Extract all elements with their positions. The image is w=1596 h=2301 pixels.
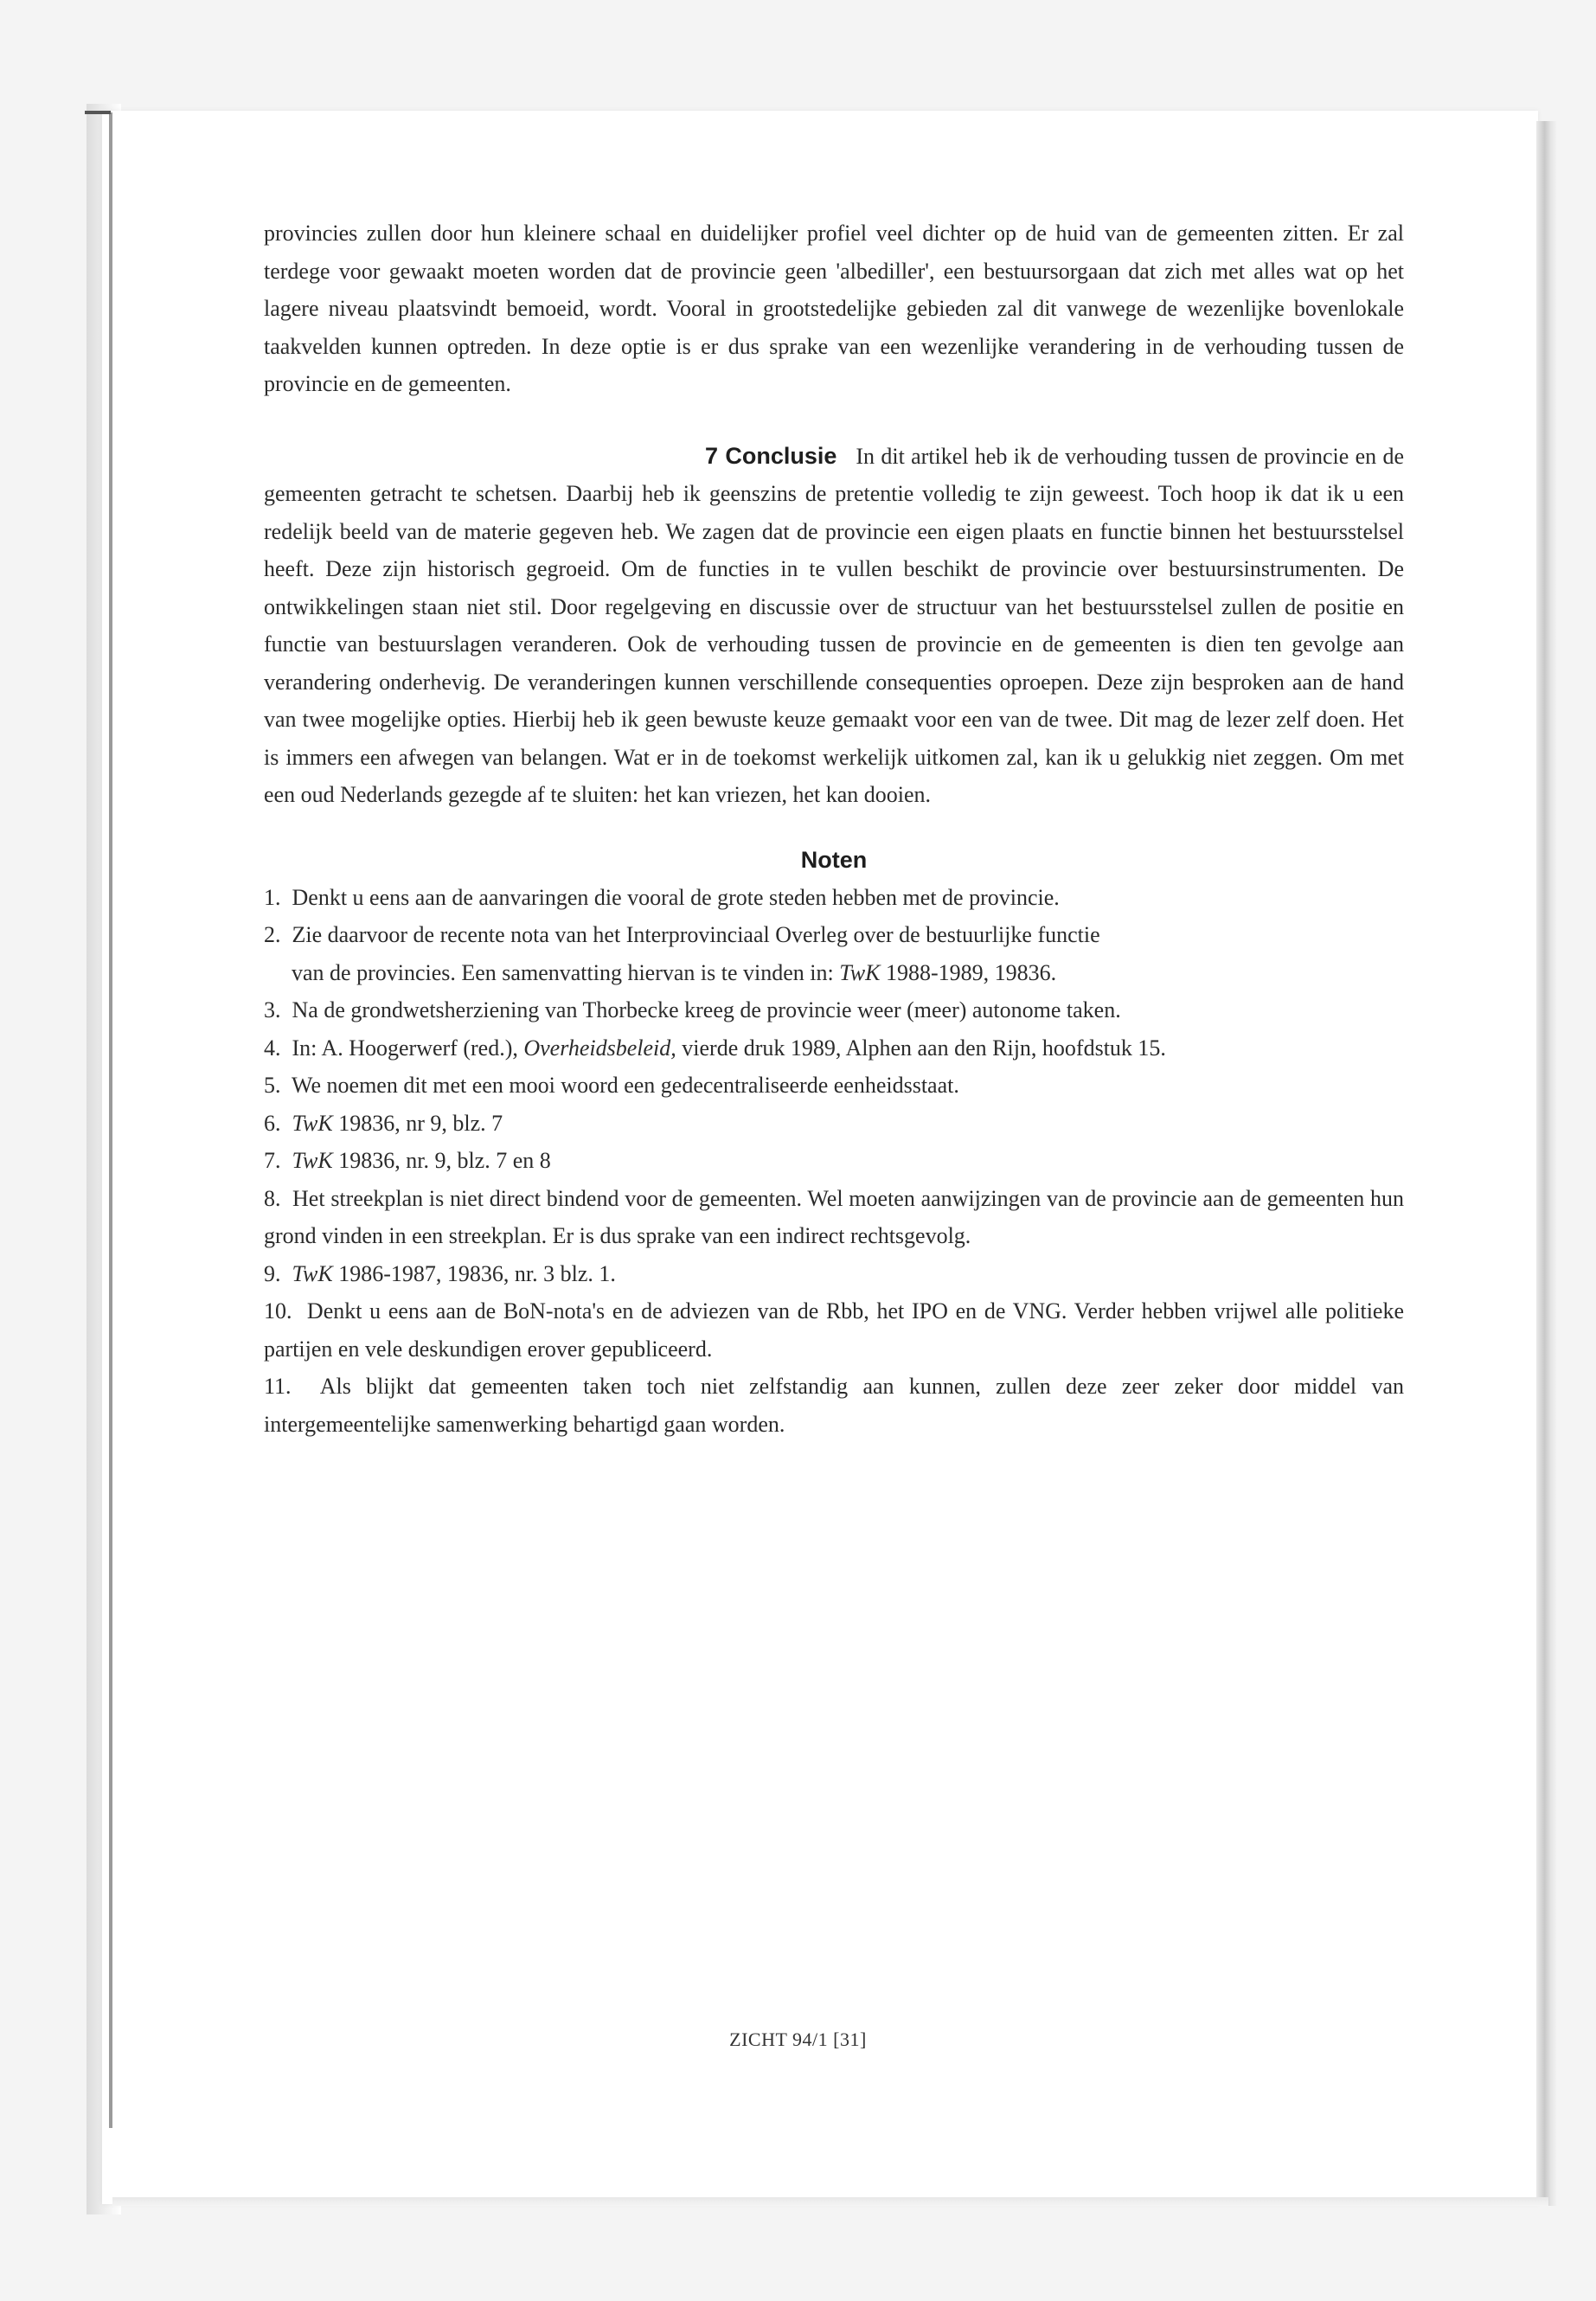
note-9 [264, 1255, 1404, 1293]
note-text: Denkt u eens aan de BoN-nota's en de adviezen van de Rbb, het IPO en de VNG. Verder hebben vrijwel alle politieke partijen en vele deskundigen erover gepubliceerd. [264, 1298, 1405, 1362]
page-footer: ZICHT 94/1 [31] [729, 2029, 867, 2050]
note-text: In: A. Hoogerwerf (red.), [292, 1035, 524, 1061]
note-text: We noemen dit met een mooi woord een gedecentraliseerde eenheidsstaat. [292, 1073, 959, 1098]
note-number: 1. [264, 884, 281, 910]
note-text: Het streekplan is niet direct bindend voor de gemeenten. Wel moeten aanwijzingen van de provincie aan de gemeenten hun grond vinden in een streekplan. Er is dus sprake van een indirect rechtsgevolg. [264, 1185, 1404, 1248]
note-text: vierde druk 1989, Alphen aan den Rijn, hoofdstuk 15. [676, 1035, 1166, 1061]
note-3 [264, 991, 1404, 1029]
note-number: 7. [264, 1148, 281, 1173]
note-text: Zie daarvoor de recente nota van het Interprovinciaal Overleg over de bestuurlijke functie [292, 922, 1100, 947]
conclusion-text: In dit artikel heb ik de verhouding tussen de provincie en de gemeenten getracht te schetsen. Daarbij heb ik geenszins de pretentie volledig te zijn geweest. Toch hoop ik dat ik u een redelijk beeld van de materie gegeven heb. We zagen dat de provincie een eigen plaats en functie binnen het bestuursstelsel heeft. Deze zijn historisch gegroeid. Om de functies in te vullen beschikt de provincie over bestuursinstrumenten. De ontwikkelingen staan niet stil. Door regelgeving en discussie over de structuur van het bestuursstelsel zullen de positie en functie van bestuurslagen veranderen. Ook de verhouding tussen de provincie en de gemeenten is dien ten gevolge aan verandering onderhevig. De veranderingen kunnen verschillende consequenties oproepen. Deze zijn besproken aan de hand van twee mogelijke opties. Hierbij heb ik geen bewuste keuze gemaakt voor een van de twee. Dit mag de lezer zelf doen. Het is immers een afwegen van belangen. Wat er in de toekomst werkelijk uitkomen zal, kan ik u gelukkig niet zeggen. Om met een oud Nederlands gezegde af te sluiten: het kan vriezen, het kan dooien. [264, 443, 1405, 807]
note-number: 2. [264, 922, 281, 947]
page-edge-bottom [112, 2197, 1548, 2206]
intro-paragraph: provincies zullen door hun kleinere schaal en duidelijker profiel veel dichter op de huid van de gemeenten zitten. Er zal terdege voor gewaakt moeten worden dat de provincie geen 'albediller', een bestuursorgaan dat zich met alles wat op het lagere niveau plaatsvindt bemoeid, wordt. Vooral in grootstedelijke gebieden zal dit vanwege de wezenlijke bovenlokale taakvelden kunnen optreden. In deze optie is er dus sprake van een wezenlijke verandering in de verhouding tussen de provincie en de gemeenten. [264, 221, 1404, 396]
note-italic: TwK [292, 1110, 333, 1136]
note-text: 19836, nr. 9, blz. 7 en 8 [332, 1148, 551, 1173]
note-text: 1986-1987, 19836, nr. 3 blz. 1. [332, 1260, 616, 1286]
note-text: van de provincies. Een samenvatting hiervan is te vinden in: [292, 959, 840, 985]
note-1 [264, 879, 1404, 917]
binding-mark [85, 111, 111, 114]
note-10 [264, 1292, 1404, 1368]
note-11 [264, 1368, 1404, 1443]
note-text: 1988-1989, 19836. [880, 959, 1057, 985]
note-7 [264, 1142, 1404, 1180]
conclusion-paragraph [264, 438, 1404, 814]
note-number: 8. [264, 1185, 281, 1211]
note-number: 5. [264, 1073, 281, 1098]
note-text: 19836, nr 9, blz. 7 [332, 1110, 503, 1136]
note-6 [264, 1105, 1404, 1143]
page-edge-right [1536, 121, 1557, 2206]
note-number: 10. [264, 1298, 292, 1324]
note-text: Als blijkt dat gemeenten taken toch niet zelfstandig aan kunnen, zullen deze zeer zeker door middel van intergemeentelijke samenwerking behartigd gaan worden. [264, 1374, 1404, 1437]
notes-heading: Noten [800, 846, 868, 873]
note-4 [264, 1029, 1404, 1067]
note-number: 4. [264, 1035, 281, 1061]
note-5 [264, 1067, 1404, 1105]
note-text: Na de grondwetsherziening van Thorbecke kreeg de provincie weer (meer) autonome taken. [292, 997, 1121, 1022]
notes-list [264, 879, 1404, 1444]
note-number: 6. [264, 1110, 281, 1136]
note-italic: Overheidsbeleid, [523, 1035, 676, 1061]
note-number: 3. [264, 997, 281, 1022]
note-italic: TwK [292, 1260, 333, 1286]
note-2 [264, 916, 1404, 991]
page-text [264, 215, 1404, 1443]
note-text: Denkt u eens aan de aanvaringen die vooral de grote steden hebben met de provincie. [292, 884, 1060, 910]
binding-line [109, 112, 112, 2128]
note-8 [264, 1180, 1404, 1255]
note-number: 11. [264, 1374, 292, 1399]
note-italic: TwK [839, 959, 881, 985]
note-italic: TwK [292, 1148, 333, 1173]
note-number: 9. [264, 1260, 281, 1286]
conclusion-heading: 7 Conclusie [705, 442, 837, 469]
